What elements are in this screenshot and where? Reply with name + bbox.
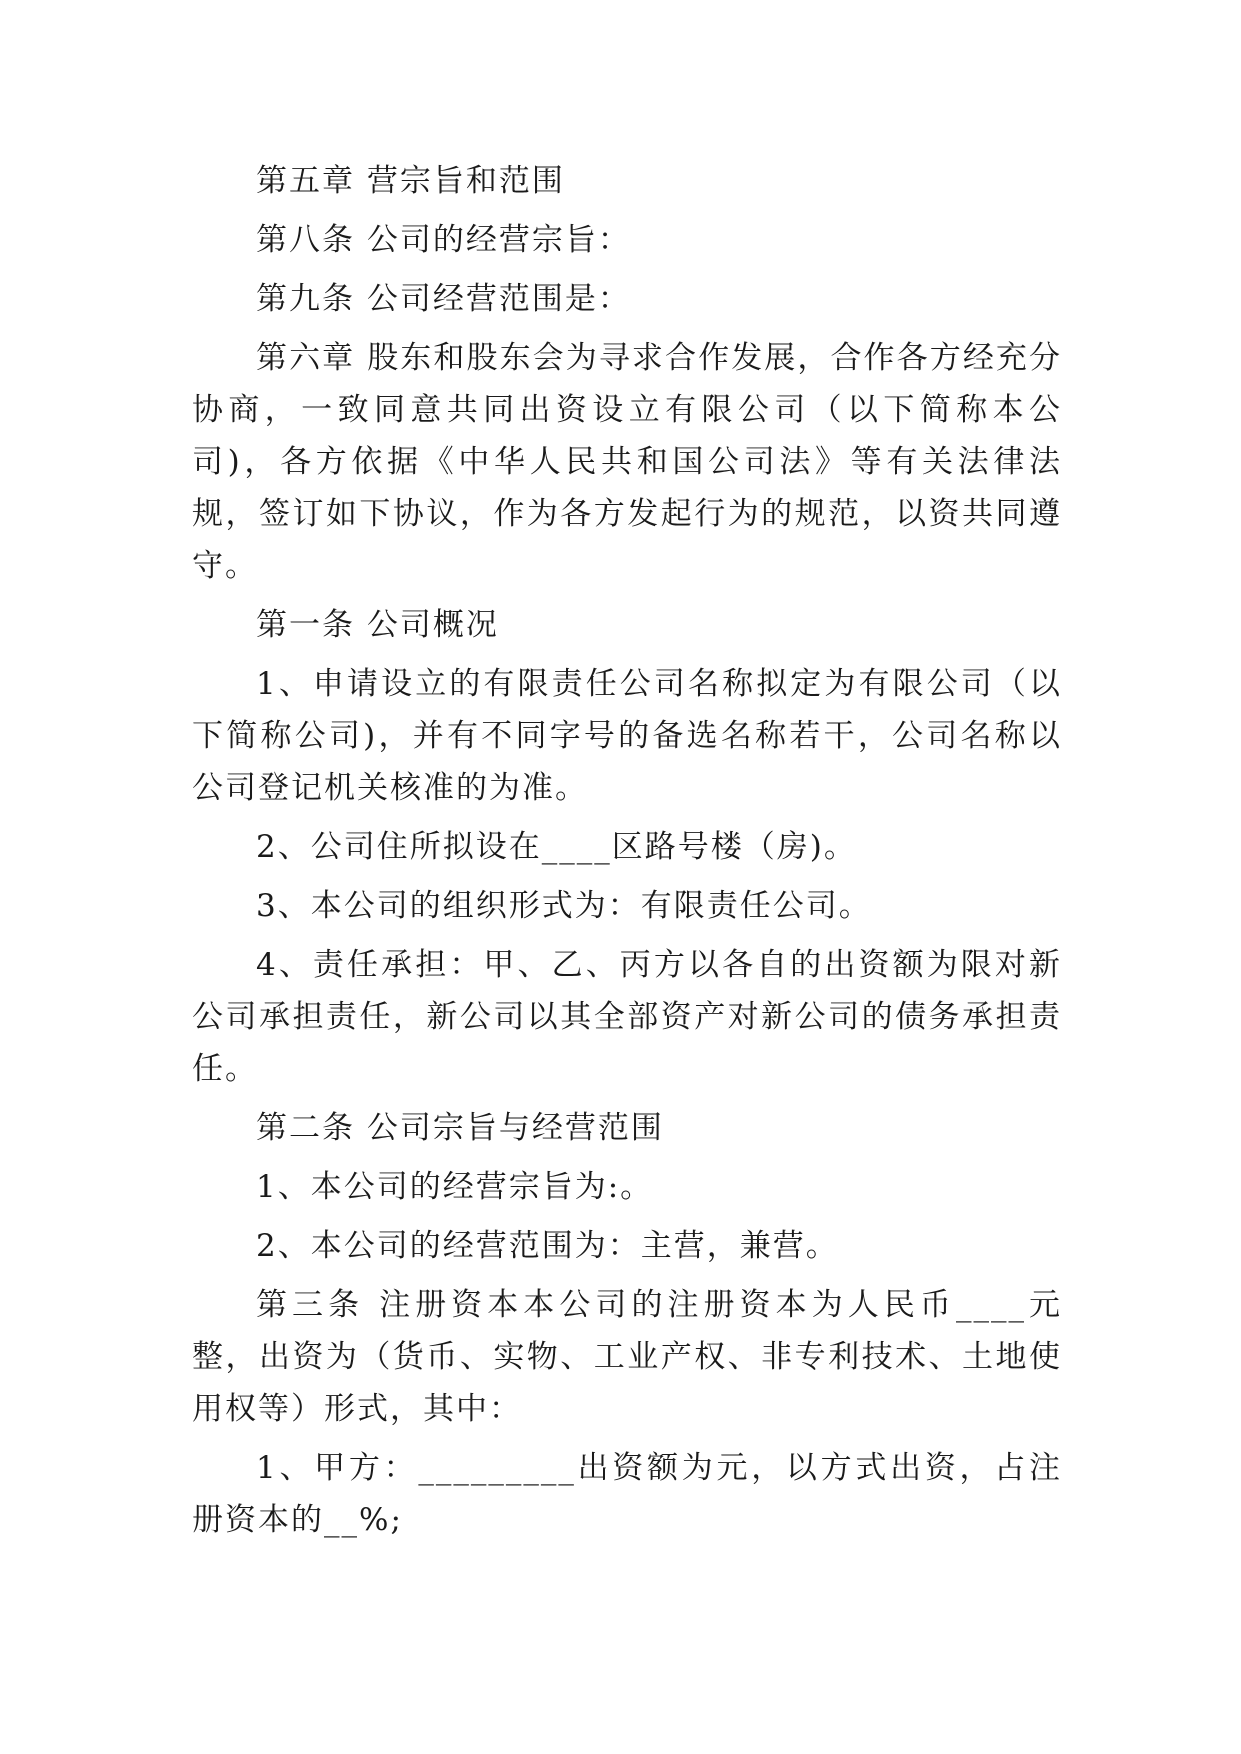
clause-paragraph: 1、本公司的经营宗旨为:。 <box>256 1169 654 1205</box>
chapter-heading: 第五章 营宗旨和范围 <box>256 163 565 199</box>
article-paragraph: 第八条 公司的经营宗旨： <box>256 222 631 258</box>
clause-paragraph: 1、甲方：_________出资额为元，以方式出资，占注册资本的__%; <box>192 1450 1062 1538</box>
clause-paragraph: 2、本公司的经营范围为：主营，兼营。 <box>256 1228 839 1264</box>
clause-paragraph: 2、公司住所拟设在____区路号楼（房)。 <box>256 829 857 865</box>
article-heading: 第二条 公司宗旨与经营范围 <box>256 1110 664 1146</box>
article-paragraph: 第三条 注册资本本公司的注册资本为人民币____元整，出资为（货币、实物、工业产权、非专利技术、土地使用权等）形式，其中： <box>192 1287 1062 1427</box>
article-heading: 第一条 公司概况 <box>256 607 499 643</box>
clause-paragraph: 1、申请设立的有限责任公司名称拟定为有限公司（以下简称公司)，并有不同字号的备选名称若干，公司名称以公司登记机关核准的为准。 <box>192 666 1062 806</box>
chapter-paragraph: 第六章 股东和股东会为寻求合作发展，合作各方经充分协商，一致同意共同出资设立有限公司（以下简称本公司)，各方依据《中华人民共和国公司法》等有关法律法规，签订如下协议，作为各方发起行为的规范，以资共同遵守。 <box>192 340 1062 584</box>
clause-paragraph: 3、本公司的组织形式为：有限责任公司。 <box>256 888 872 924</box>
document-body <box>192 155 1062 1553</box>
clause-paragraph: 4、责任承担：甲、乙、丙方以各自的出资额为限对新公司承担责任，新公司以其全部资产对新公司的债务承担责任。 <box>192 947 1062 1087</box>
article-paragraph: 第九条 公司经营范围是： <box>256 281 631 317</box>
